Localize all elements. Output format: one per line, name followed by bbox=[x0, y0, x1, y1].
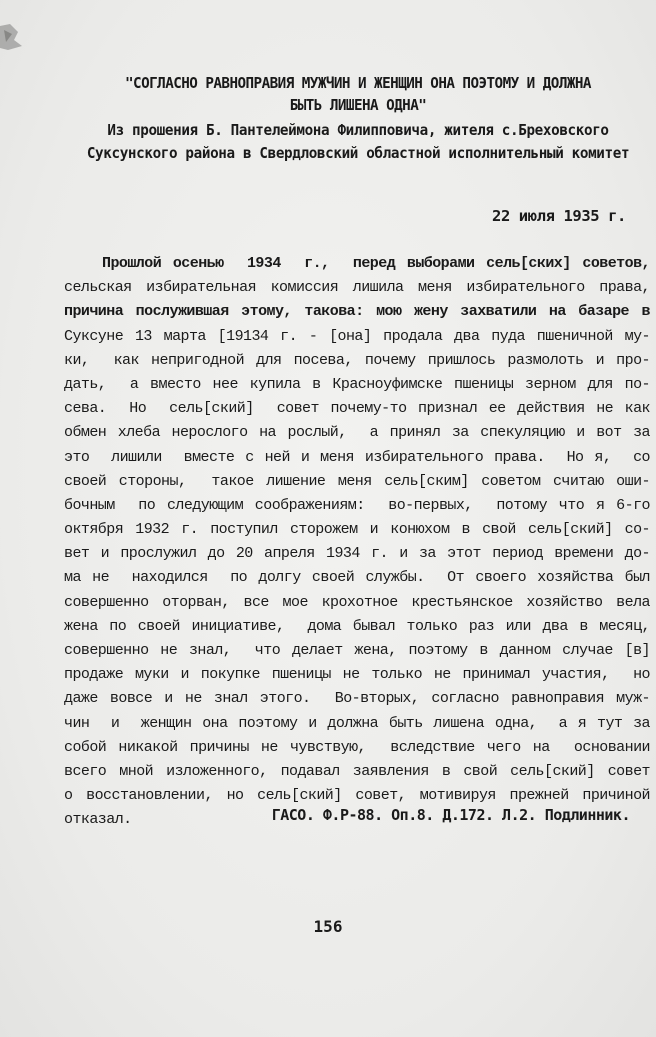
body-line: продаже муки и покупке пшеницы не только не принимал участия, но bbox=[64, 666, 650, 684]
body-line: вет и прослужил до 20 апреля 1934 г. и за этот период времени до- bbox=[64, 545, 650, 563]
body-line: совершенно не знал, что делает жена, поэтому в данном случае [в] bbox=[64, 642, 650, 659]
body-line: ки, как непригодной для посева, почему пришлось размолоть и про- bbox=[64, 351, 650, 369]
page-number: 156 bbox=[313, 917, 343, 936]
body-line: собой никакой причины не чувствую, вследствие чего на основании bbox=[64, 738, 650, 756]
document-date: 22 июля 1935 г. bbox=[492, 207, 626, 225]
body-line: чин и женщин она поэтому и должна быть лишена одна, а я тут за bbox=[64, 714, 650, 732]
body-line: ма не находился по долгу своей службы. От своего хозяйства был bbox=[64, 569, 650, 587]
body-line: совершенно оторван, все мое крохотное крестьянское хозяйство вела bbox=[64, 593, 650, 611]
body-line: обмен хлеба нерослого на рослый, а принял за спекуляцию и вот за bbox=[64, 424, 650, 442]
body-line: причина послужившая этому, такова: мою жену захватили на базаре в bbox=[64, 303, 650, 321]
body-line: Прошлой осенью 1934 г., перед выборами сель[ских] советов, bbox=[102, 255, 650, 272]
body-line: сева. Но сель[ский] совет почему-то признал ее действия не как bbox=[64, 400, 650, 418]
body-line: отказал. bbox=[64, 811, 132, 829]
document-subtitle: Из прошения Б. Пантелеймона Филипповича, жителя с.Бреховского Суксунского района в Свердловский областной исполнительный комитет bbox=[86, 121, 630, 162]
body-line: это лишили вместе с ней и меня избирательного права. Но я, со bbox=[64, 448, 650, 466]
body-line: октября 1932 г. поступил сторожем и конюхом в свой сель[ский] со- bbox=[64, 521, 650, 539]
body-line: жена по своей инициативе, дома бывал только раз или два в месяц, bbox=[64, 617, 650, 635]
body-line: всего мной изложенного, подавал заявления в свой сель[ский] совет bbox=[64, 762, 650, 780]
document-title: "СОГЛАСНО РАВНОПРАВИЯ МУЖЧИН И ЖЕНЩИН ОНА ПОЭТОМУ И ДОЛЖНА БЫТЬ ЛИШЕНА ОДНА" bbox=[125, 74, 591, 114]
body-line: дать, а вместо нее купила в Красноуфимске пшеницы зерном для по- bbox=[64, 375, 650, 393]
body-line: даже вовсе и не знал этого. Во-вторых, согласно равноправия муж- bbox=[64, 690, 650, 708]
scan-edge-mark bbox=[0, 20, 26, 54]
body-line: сельская избирательная комиссия лишила меня избирательного права, bbox=[64, 279, 650, 297]
body-line: Суксуне 13 марта [19134 г. - [она] продала два пуда пшеничной му- bbox=[64, 327, 650, 345]
letter-body bbox=[64, 252, 650, 833]
body-line: о восстановлении, но сель[ский] совет, мотивируя прежней причиной bbox=[64, 787, 650, 805]
body-line: своей стороны, такое лишение меня сель[ским] советом считаю оши- bbox=[64, 472, 650, 490]
body-line: бочным по следующим соображениям: во-первых, потому что я 6-го bbox=[64, 496, 650, 514]
archive-source-reference: ГАСО. Ф.Р-88. Оп.8. Д.172. Л.2. Подлинник. bbox=[271, 806, 630, 824]
